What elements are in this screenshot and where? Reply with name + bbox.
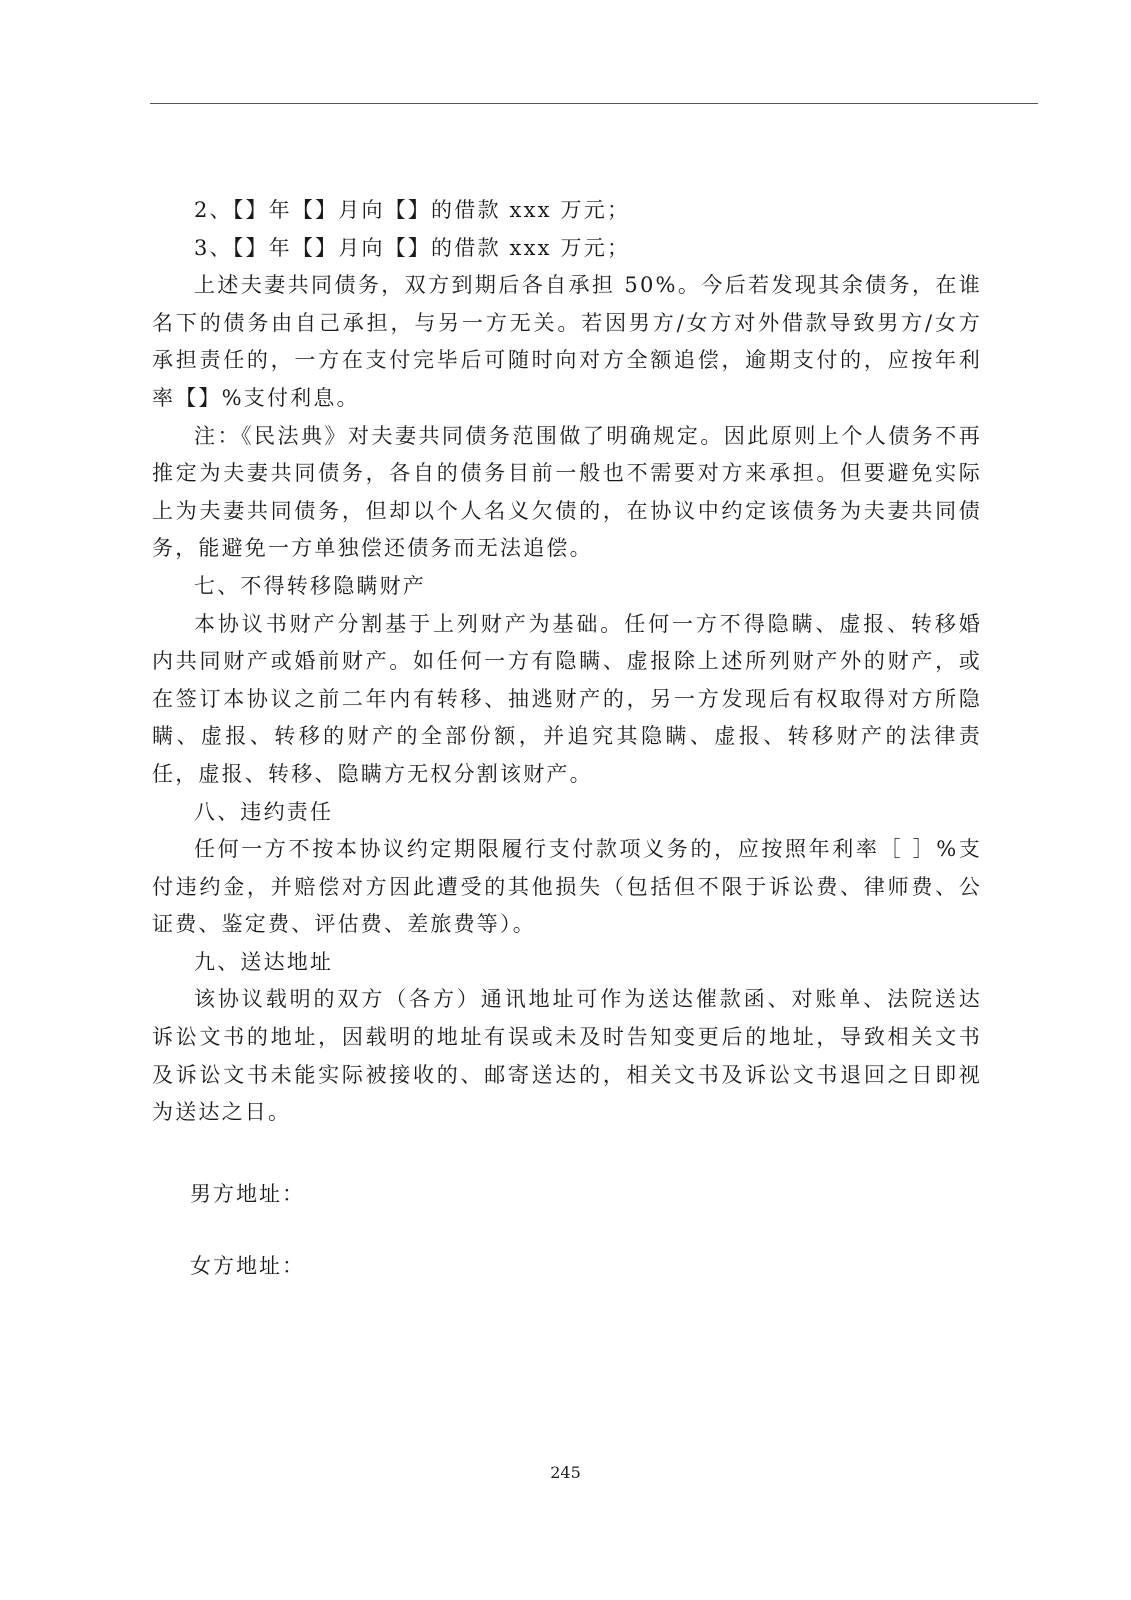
section-heading-7: 七、不得转移隐瞒财产 (194, 573, 426, 598)
male-address-label: 男方地址： (190, 1182, 305, 1206)
paragraph-joint-debt: 上述夫妻共同债务，双方到期后各自承担 50%。今后若发现其余债务，在谁名下的债务由自己承担，与另一方无关。若因男方/女方对外借款导致男方/女方承担责任的，一方在支付完毕后可随时向对方全额追偿，逾期支付的，应按年利率【】%支付利息。 (152, 273, 982, 410)
paragraph-no-concealment: 本协议书财产分割基于上列财产为基础。任何一方不得隐瞒、虚报、转移婚内共同财产或婚前财产。如任何一方有隐瞒、虚报除上述所列财产外的财产，或在签订本协议之前二年内有转移、抽逃财产的，另一方发现后有权取得对方所隐瞒、虚报、转移的财产的全部份额，并追究其隐瞒、虚报、转移财产的法律责任，虚报、转移、隐瞒方无权分割该财产。 (152, 611, 982, 786)
paragraph-breach: 任何一方不按本协议约定期限履行支付款项义务的，应按照年利率［ ］%支付违约金，并赔偿对方因此遭受的其他损失（包括但不限于诉讼费、律师费、公证费、鉴定费、评估费、差旅费等）。 (152, 837, 982, 937)
paragraph-loan-3: 3、【】年【】月向【】的借款 xxx 万元； (194, 235, 631, 260)
header-rule (150, 103, 1038, 104)
female-address-label: 女方地址： (190, 1254, 305, 1278)
section-heading-8: 八、违约责任 (194, 799, 334, 824)
section-heading-9: 九、送达地址 (194, 949, 334, 974)
paragraph-note: 注：《民法典》对夫妻共同债务范围做了明确规定。因此原则上个人债务不再推定为夫妻共同债务，各自的债务目前一般也不需要对方来承担。但要避免实际上为夫妻共同债务，但却以个人名义欠债的，在协议中约定该债务为夫妻共同债务，能避免一方单独偿还债务而无法追偿。 (152, 423, 982, 561)
paragraph-loan-2: 2、【】年【】月向【】的借款 xxx 万元； (194, 198, 631, 222)
paragraph-service-address: 该协议载明的双方（各方）通讯地址可作为送达催款函、对账单、法院送达诉讼文书的地址，因载明的地址有误或未及时告知变更后的地址，导致相关文书及诉讼文书未能实际被接收的、邮寄送达的，相关文书及诉讼文书退回之日即视为送达之日。 (152, 987, 982, 1125)
document-body (152, 192, 982, 1132)
page-number: 245 (550, 1463, 581, 1482)
